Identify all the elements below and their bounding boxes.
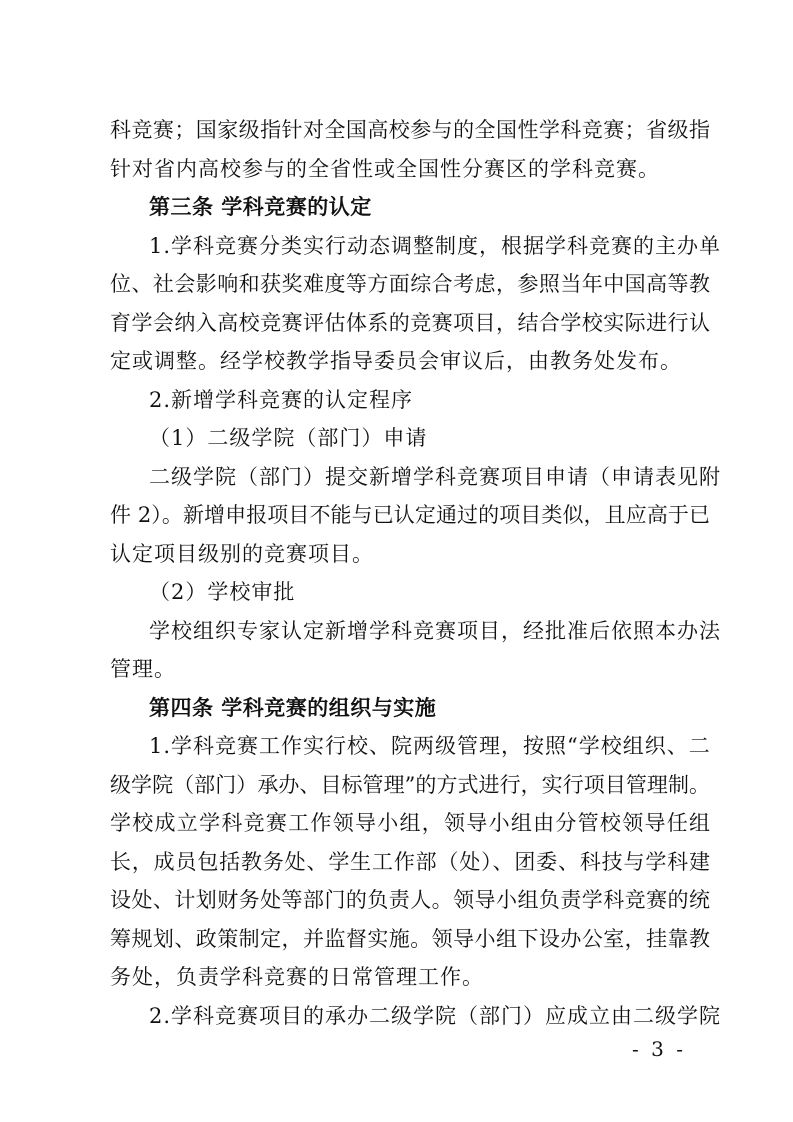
body-text-line: 定或调整。经学校教学指导委员会审议后，由教务处发布。 bbox=[110, 349, 682, 373]
body-text-line: 针对省内高校参与的全省性或全国性分赛区的学科竞赛。 bbox=[110, 157, 660, 181]
body-text-line: 育学会纳入高校竞赛评估体系的竞赛项目，结合学校实际进行认 bbox=[110, 311, 710, 335]
body-text-line: 位、社会影响和获奖难度等方面综合考虑，参照当年中国高等教 bbox=[110, 272, 710, 296]
body-text-line: （2）学校审批 bbox=[149, 580, 296, 604]
body-text-line: 设处、计划财务处等部门的负责人。领导小组负责学科竞赛的统 bbox=[110, 888, 710, 912]
section-heading: 第三条 学科竞赛的认定 bbox=[149, 195, 372, 219]
body-text-line: （1）二级学院（部门）申请 bbox=[149, 426, 428, 450]
body-text-line: 科竞赛；国家级指针对全国高校参与的全国性学科竞赛；省级指 bbox=[110, 118, 710, 142]
body-text-line: 务处，负责学科竞赛的日常管理工作。 bbox=[110, 965, 484, 989]
body-text-line: 件 2）。新增申报项目不能与已认定通过的项目类似，且应高于已 bbox=[110, 503, 710, 527]
body-text-line: 学校成立学科竞赛工作领导小组，领导小组由分管校领导任组 bbox=[110, 811, 710, 835]
body-text-line: 级学院（部门）承办、目标管理”的方式进行，实行项目管理制。 bbox=[110, 773, 710, 797]
body-text-line: 筹规划、政策制定，并监督实施。领导小组下设办公室，挂靠教 bbox=[110, 927, 710, 951]
body-text-line: 学校组织专家认定新增学科竞赛项目，经批准后依照本办法 bbox=[149, 619, 721, 643]
body-text-line: 2.新增学科竞赛的认定程序 bbox=[149, 388, 414, 412]
body-text-line: 1.学科竞赛分类实行动态调整制度，根据学科竞赛的主办单 bbox=[149, 234, 722, 258]
body-text-line: 1.学科竞赛工作实行校、院两级管理，按照“学校组织、二 bbox=[149, 734, 711, 758]
body-text-line: 长，成员包括教务处、学生工作部（处）、团委、科技与学科建 bbox=[110, 850, 710, 874]
body-text-line: 二级学院（部门）提交新增学科竞赛项目申请（申请表见附 bbox=[149, 465, 721, 489]
body-text-line: 管理。 bbox=[110, 657, 176, 681]
section-heading: 第四条 学科竞赛的组织与实施 bbox=[149, 696, 437, 720]
page-number: - 3 - bbox=[632, 1037, 686, 1061]
body-text-line: 2.学科竞赛项目的承办二级学院（部门）应成立由二级学院 bbox=[149, 1004, 722, 1028]
body-text-line: 认定项目级别的竞赛项目。 bbox=[110, 542, 374, 566]
